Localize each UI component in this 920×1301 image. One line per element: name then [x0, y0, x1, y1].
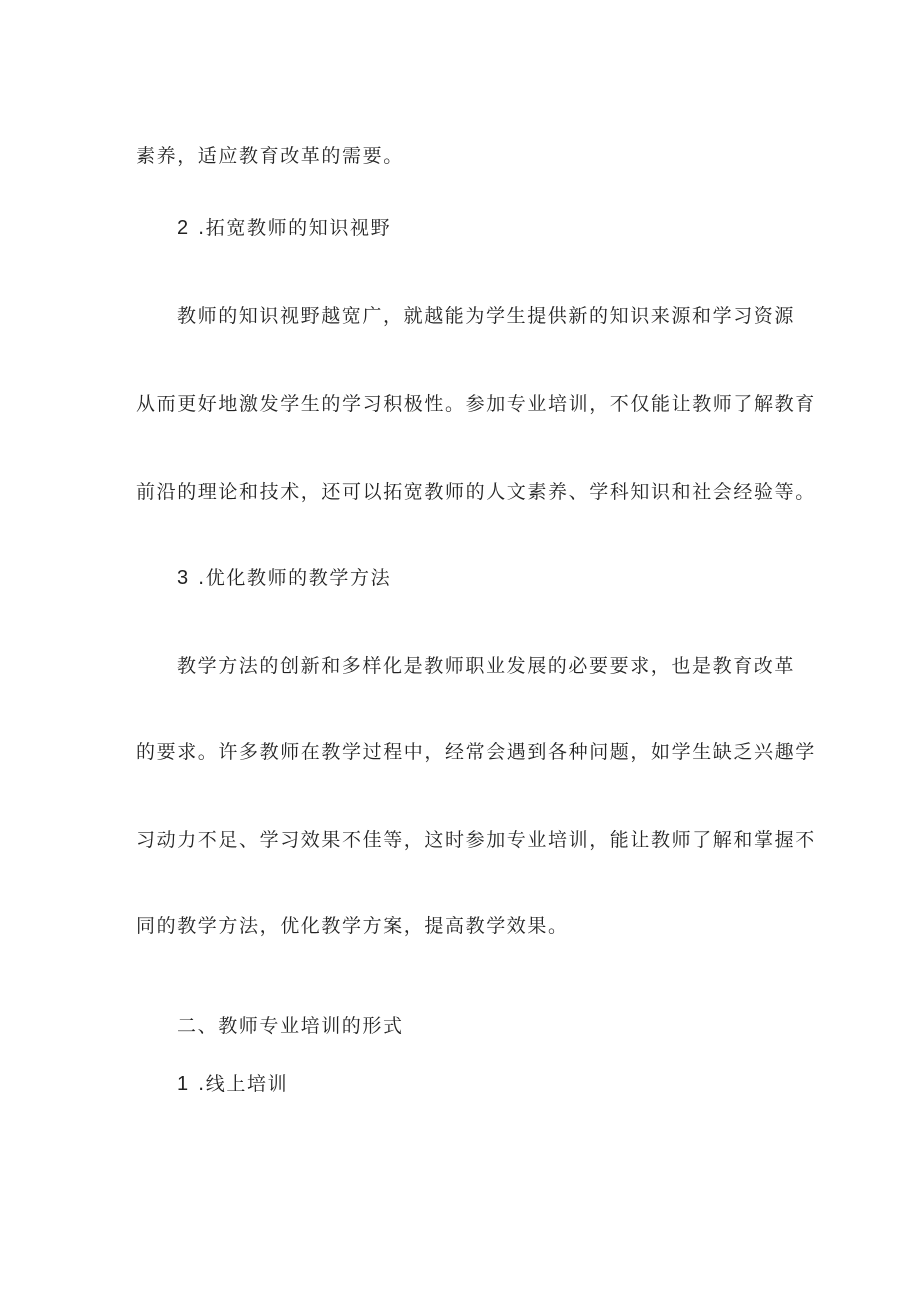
paragraph-line: 的要求。许多教师在教学过程中，经常会遇到各种问题，如学生缺乏兴趣学: [136, 741, 816, 763]
section-heading-1: [177, 1072, 288, 1096]
section-heading-2: [177, 216, 391, 240]
paragraph-line: 素养，适应教育改革的需要。: [136, 145, 404, 167]
paragraph-line: 教学方法的创新和多样化是教师职业发展的必要要求，也是教育改革: [177, 655, 796, 677]
section-heading-3: [177, 566, 391, 590]
section-number: 1: [177, 1073, 189, 1095]
paragraph-line: 前沿的理论和技术，还可以拓宽教师的人文素养、学科知识和社会经验等。: [136, 481, 816, 503]
paragraph-line: 习动力不足、学习效果不佳等，这时参加专业培训，能让教师了解和掌握不: [136, 829, 816, 851]
section-heading-text: .线上培训: [198, 1073, 289, 1095]
section-heading-text: .优化教师的教学方法: [198, 567, 392, 589]
chapter-heading: 二、教师专业培训的形式: [177, 1015, 404, 1037]
paragraph-line: 同的教学方法，优化教学方案，提高教学效果。: [136, 915, 569, 937]
section-number: 2: [177, 217, 189, 239]
section-number: 3: [177, 567, 189, 589]
paragraph-line: 从而更好地激发学生的学习积极性。参加专业培训，不仅能让教师了解教育: [136, 393, 816, 415]
section-heading-text: .拓宽教师的知识视野: [198, 217, 392, 239]
paragraph-line: 教师的知识视野越宽广，就越能为学生提供新的知识来源和学习资源: [177, 305, 796, 327]
